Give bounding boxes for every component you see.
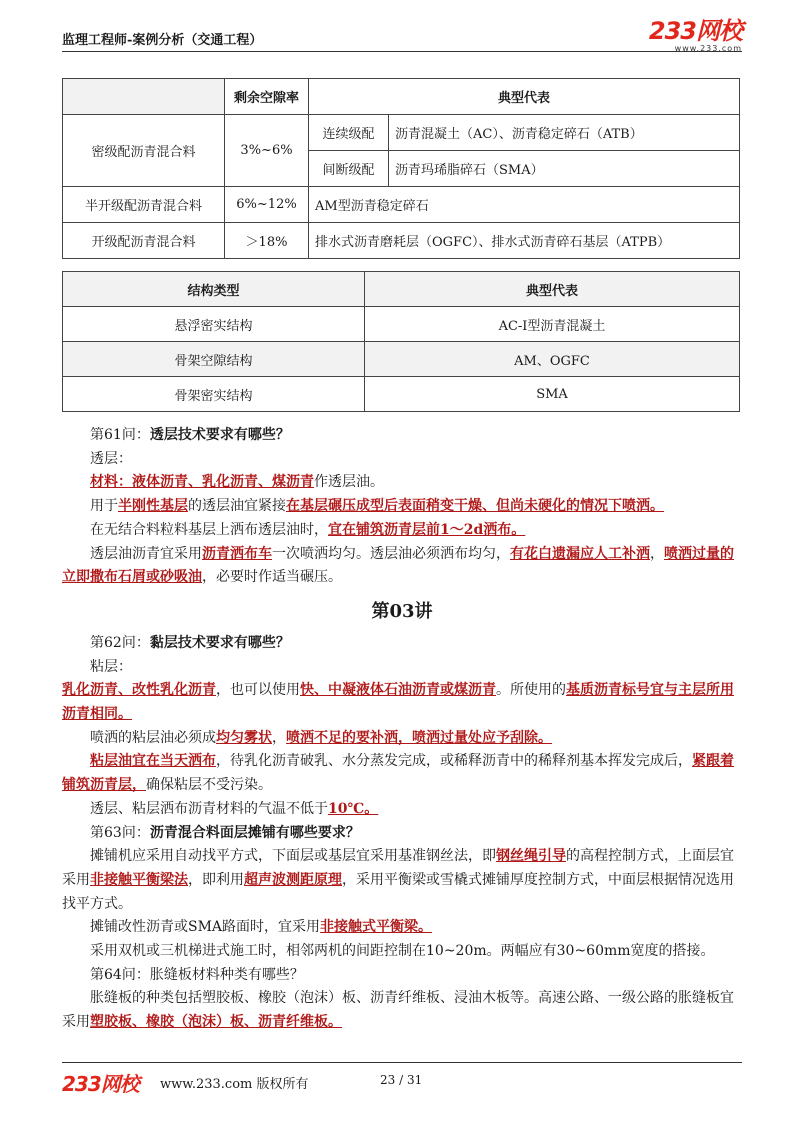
footer-divider <box>62 1062 742 1063</box>
table1-row-void: 6%~12% <box>225 187 309 223</box>
text: ，采用平衡梁或雪橇式摊铺厚度控制方式，中面层根据情况选用找平方式。 <box>62 871 734 912</box>
highlight: 紧跟着铺筑沥青层， <box>62 753 734 794</box>
paragraph: 采用双机或三机梯进式施工时，相邻两机的间距控制在10~20m。两幅应有30~60mm宽度的搭接。 <box>90 943 715 960</box>
highlight: 快、中凝液体石油沥青或煤沥青 <box>300 682 496 699</box>
highlight: 宜在铺筑沥青层前1～2d洒布。 <box>328 521 526 538</box>
paragraph <box>62 519 742 543</box>
text: ，必要时作适当碾压。 <box>202 569 342 586</box>
logo-url: www.233.com <box>674 44 742 53</box>
highlight: 塑胶板、橡胶（泡沫）板、沥青纤维板。 <box>90 1014 342 1031</box>
question-title: 黏层技术要求有哪些？ <box>149 634 290 651</box>
logo-text: 233网校 <box>648 17 742 45</box>
structure-type-table <box>62 271 740 412</box>
paragraph <box>62 987 742 1034</box>
question-number: 第64问： <box>90 966 150 983</box>
paragraph: 粘层： <box>90 658 132 675</box>
paragraph <box>62 798 742 822</box>
text: ，待乳化沥青破乳、水分蒸发完成，或稀释沥青中的稀释剂基本挥发完成后， <box>216 753 692 770</box>
table1-row-name: 开级配沥青混合料 <box>63 223 225 259</box>
highlight: 在基层碾压成型后表面稍变干燥、但尚未硬化的情况下喷洒。 <box>286 498 664 515</box>
highlight: 乳化沥青、改性乳化沥青 <box>62 682 216 699</box>
paragraph <box>62 495 742 519</box>
table2-row-type: 骨架密实结构 <box>63 377 365 412</box>
table2-row-rep: AC-Ⅰ型沥青混凝土 <box>365 307 740 342</box>
text: 摊铺改性沥青或SMA路面时，宜采用 <box>90 919 321 936</box>
text: 一次喷洒均匀。透层油必须洒布均匀， <box>272 545 510 562</box>
highlight: 粘层油宜在当天洒布 <box>90 753 216 770</box>
question-number: 第63问： <box>90 824 150 841</box>
table2-header-rep: 典型代表 <box>365 272 740 307</box>
table1-row-rep: 排水式沥青磨耗层（OGFC）、排水式沥青碎石基层（ATPB） <box>309 223 740 259</box>
text: 在无结合料粒料基层上洒布透层油时， <box>90 521 328 538</box>
question-title: 透层技术要求有哪些？ <box>149 427 290 443</box>
question-title: 胀缝板材料种类有哪些？ <box>149 966 304 983</box>
text: 。所使用的 <box>496 682 566 699</box>
paragraph <box>62 845 742 916</box>
table2-row-type: 骨架空隙结构 <box>63 342 365 377</box>
highlight: 非接触平衡梁法 <box>90 871 188 888</box>
table1-row-rep: 沥青混凝土（AC）、沥青稳定碎石（ATB） <box>389 115 740 151</box>
text: ，即利用 <box>188 871 244 888</box>
paragraph <box>62 727 742 751</box>
question-title: 沥青混合料面层摊铺有哪些要求？ <box>149 824 360 841</box>
table2-row-rep: SMA <box>365 377 740 412</box>
text: 透层、粘层洒布沥青材料的气温不低于 <box>90 800 328 817</box>
paragraph: 透层： <box>90 450 132 467</box>
table2-row-rep: AM、OGFC <box>365 342 740 377</box>
highlight: 10℃。 <box>328 800 379 817</box>
paragraph <box>62 679 742 726</box>
highlight: 超声波测距原理 <box>244 871 342 888</box>
paragraph <box>62 916 742 940</box>
highlight: 材料：液体沥青、乳化沥青、煤沥青 <box>90 474 314 491</box>
question-number: 第61问： <box>90 427 150 443</box>
text: 胀缝板的种类包括塑胶板、橡胶（泡沫）板、沥青纤维板、浸油木板等。高速公路、一级公路的胀缝板宜采用 <box>62 990 734 1031</box>
text: 透层油沥青宜采用 <box>90 545 202 562</box>
paragraph <box>62 471 742 495</box>
text: 作透层油。 <box>314 474 384 491</box>
table1-grading-type: 间断级配 <box>309 151 389 187</box>
table1-row-rep: AM型沥青稳定碎石 <box>309 187 740 223</box>
text: 摊铺机应采用自动找平方式，下面层或基层宜采用基准钢丝法，即 <box>90 848 496 865</box>
highlight: 有花白遗漏应人工补洒 <box>510 545 650 562</box>
highlight: 半刚性基层 <box>118 498 188 515</box>
highlight: 均匀雾状 <box>216 729 272 746</box>
question-61-heading <box>62 424 742 448</box>
lecture-heading: 第03讲 <box>371 600 433 622</box>
question-63-heading <box>62 822 742 846</box>
text: ， <box>272 729 286 746</box>
highlight: 沥青洒布车 <box>202 545 272 562</box>
question-62-heading <box>62 632 742 656</box>
header-divider <box>62 51 742 52</box>
table1-row-void: ＞18% <box>225 223 309 259</box>
paragraph <box>62 750 742 797</box>
highlight: 喷洒过量的立即撒布石屑或砂吸油 <box>62 545 734 586</box>
table1-row-name: 密级配沥青混合料 <box>63 115 225 187</box>
text: ， <box>650 545 664 562</box>
asphalt-mix-table <box>62 78 740 259</box>
text: ，也可以使用 <box>216 682 300 699</box>
table1-header-void: 剩余空隙率 <box>225 79 309 115</box>
table2-header-type: 结构类型 <box>63 272 365 307</box>
footer-copyright: www.233.com 版权所有 <box>160 1077 309 1092</box>
text: 用于 <box>90 498 118 515</box>
main-content <box>62 424 742 1035</box>
table1-row-rep: 沥青玛琋脂碎石（SMA） <box>389 151 740 187</box>
question-64-heading <box>62 964 742 988</box>
table1-header-rep: 典型代表 <box>309 79 740 115</box>
table1-row-name: 半开级配沥青混合料 <box>63 187 225 223</box>
text: 的透层油宜紧接 <box>188 498 286 515</box>
table1-grading-type: 连续级配 <box>309 115 389 151</box>
highlight: 基质沥青标号宜与主层所用沥青相同。 <box>62 682 734 723</box>
question-number: 第62问： <box>90 634 150 651</box>
highlight: 喷洒不足的要补洒，喷洒过量处应予刮除。 <box>286 729 552 746</box>
text: 确保粘层不受污染。 <box>146 777 272 794</box>
table2-row-type: 悬浮密实结构 <box>63 307 365 342</box>
text: 喷洒的粘层油必须成 <box>90 729 216 746</box>
highlight: 钢丝绳引导 <box>496 848 566 865</box>
page-number: 23 / 31 <box>380 1073 423 1087</box>
highlight: 非接触式平衡梁。 <box>320 919 433 936</box>
table1-row-void: 3%~6% <box>225 115 309 187</box>
paragraph <box>62 543 742 590</box>
brand-logo <box>634 19 742 53</box>
header-title: 监理工程师-案例分析（交通工程） <box>62 33 263 48</box>
table1-header-blank <box>63 79 225 115</box>
footer-logo: 233网校 <box>62 1072 139 1096</box>
text: 的高程控制方式，上面层宜采用 <box>62 848 734 888</box>
